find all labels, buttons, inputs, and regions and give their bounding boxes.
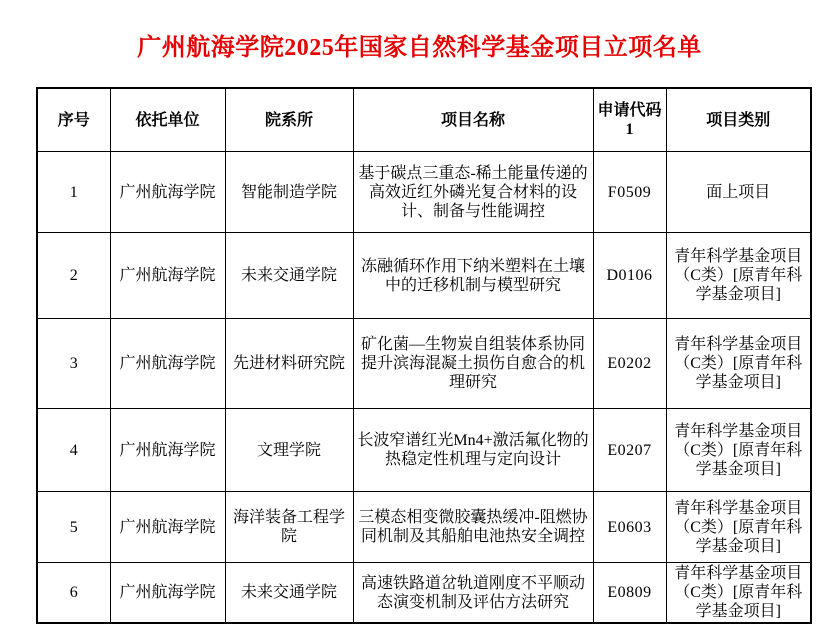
row-number-cell: 3 <box>37 319 110 409</box>
unit-cell: 广州航海学院 <box>110 409 225 492</box>
category-cell: 面上项目 <box>666 152 811 233</box>
row-number-cell: 6 <box>37 563 110 624</box>
unit-cell: 广州航海学院 <box>110 319 225 409</box>
header-cell-category: 项目类别 <box>666 88 811 152</box>
application-code-cell: E0809 <box>593 563 666 624</box>
category-cell: 青年科学基金项目（C类）[原青年科学基金项目] <box>666 492 811 563</box>
department-cell: 先进材料研究院 <box>225 319 353 409</box>
department-cell: 文理学院 <box>225 409 353 492</box>
table-row <box>37 319 811 409</box>
header-cell-unit: 依托单位 <box>110 88 225 152</box>
table-row <box>37 563 811 624</box>
project-name-cell: 矿化菌—生物炭自组装体系协同提升滨海混凝土损伤自愈合的机理研究 <box>353 319 593 409</box>
category-cell: 青年科学基金项目（C类）[原青年科学基金项目] <box>666 409 811 492</box>
header-cell-application-code: 申请代码1 <box>593 88 666 152</box>
category-cell: 青年科学基金项目（C类）[原青年科学基金项目] <box>666 233 811 319</box>
application-code-cell: E0603 <box>593 492 666 563</box>
row-number-cell: 4 <box>37 409 110 492</box>
unit-cell: 广州航海学院 <box>110 563 225 624</box>
row-number-cell: 1 <box>37 152 110 233</box>
header-cell-number: 序号 <box>37 88 110 152</box>
project-name-cell: 基于碳点三重态-稀土能量传递的高效近红外磷光复合材料的设计、制备与性能调控 <box>353 152 593 233</box>
table-row <box>37 492 811 563</box>
department-cell: 智能制造学院 <box>225 152 353 233</box>
application-code-cell: D0106 <box>593 233 666 319</box>
application-code-cell: E0202 <box>593 319 666 409</box>
application-code-cell: F0509 <box>593 152 666 233</box>
row-number-cell: 5 <box>37 492 110 563</box>
table-row <box>37 409 811 492</box>
department-cell: 海洋装备工程学院 <box>225 492 353 563</box>
project-name-cell: 冻融循环作用下纳米塑料在土壤中的迁移机制与模型研究 <box>353 233 593 319</box>
category-cell: 青年科学基金项目（C类）[原青年科学基金项目] <box>666 319 811 409</box>
header-cell-project-name: 项目名称 <box>353 88 593 152</box>
header-cell-department: 院系所 <box>225 88 353 152</box>
project-name-cell: 三模态相变微胶囊热缓冲-阻燃协同机制及其船舶电池热安全调控 <box>353 492 593 563</box>
table-row <box>37 233 811 319</box>
table-header-row <box>37 88 811 152</box>
application-code-cell: E0207 <box>593 409 666 492</box>
department-cell: 未来交通学院 <box>225 563 353 624</box>
department-cell: 未来交通学院 <box>225 233 353 319</box>
project-name-cell: 长波窄谱红光Mn4+激活氟化物的热稳定性机理与定向设计 <box>353 409 593 492</box>
unit-cell: 广州航海学院 <box>110 233 225 319</box>
unit-cell: 广州航海学院 <box>110 152 225 233</box>
project-name-cell: 高速铁路道岔轨道刚度不平顺动态演变机制及评估方法研究 <box>353 563 593 624</box>
category-cell: 青年科学基金项目（C类）[原青年科学基金项目] <box>666 563 811 624</box>
page-title: 广州航海学院2025年国家自然科学基金项目立项名单 <box>137 35 702 61</box>
projects-table <box>36 87 812 624</box>
row-number-cell: 2 <box>37 233 110 319</box>
unit-cell: 广州航海学院 <box>110 492 225 563</box>
table-row <box>37 152 811 233</box>
